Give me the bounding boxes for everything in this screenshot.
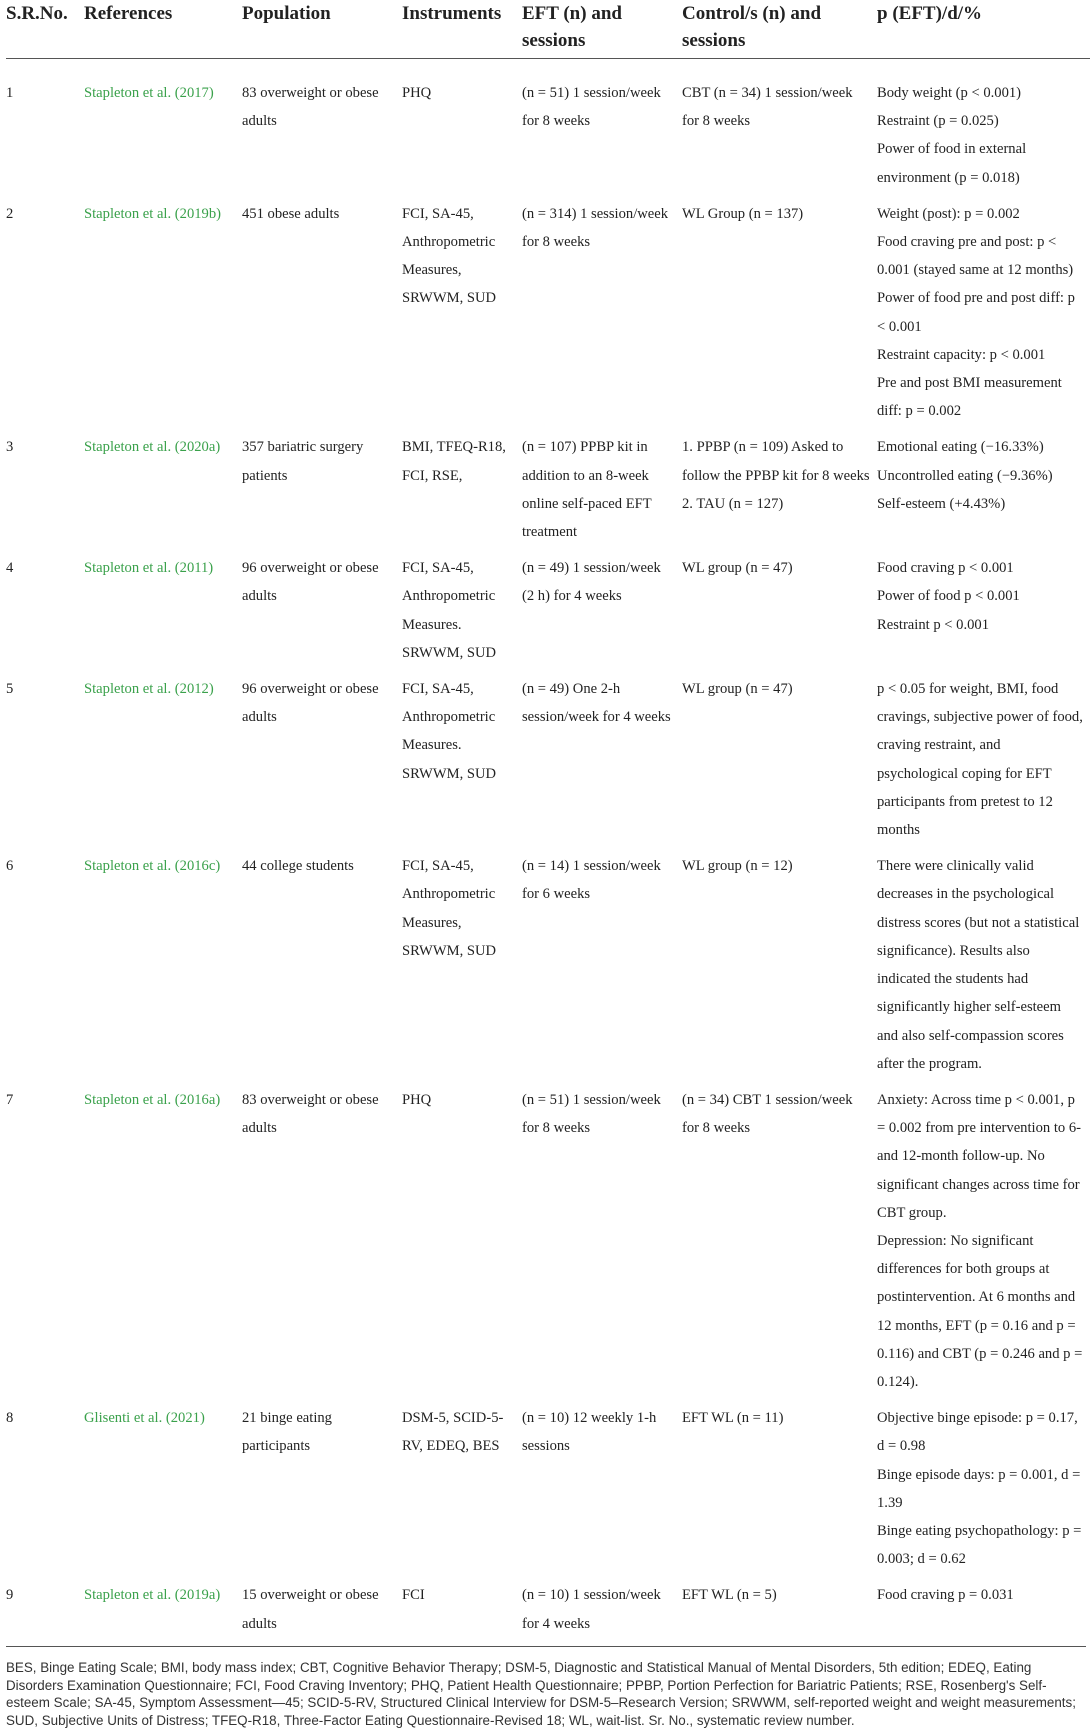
reference-year-link[interactable]: (2011) xyxy=(174,560,214,577)
table-row xyxy=(6,192,1090,426)
control-cell: EFT WL (n = 11) xyxy=(682,1410,784,1427)
result-line: Food craving p = 0.031 xyxy=(877,1587,1014,1604)
population-cell: 15 overweight or obese adults xyxy=(242,1587,379,1632)
reference-year-link[interactable]: (2016a) xyxy=(174,1091,221,1108)
instruments-cell: FCI, SA-45, Anthropometric Measures, SRWWM, SUD xyxy=(402,205,497,307)
header-srno: S.R.No. xyxy=(6,3,68,24)
population-cell: 21 binge eating participants xyxy=(242,1410,332,1455)
reference-cell xyxy=(84,1396,242,1573)
reference-link[interactable]: Stapleton et al. xyxy=(84,439,172,456)
reference-link[interactable]: Stapleton et al. xyxy=(84,1091,172,1108)
reference-link[interactable]: Stapleton et al. xyxy=(84,560,172,577)
table-row xyxy=(6,1078,1090,1396)
table-row xyxy=(6,546,1090,667)
control-cell: 1. PPBP (n = 109) Asked to follow the PPBP kit for 8 weeks 2. TAU (n = 127) xyxy=(682,439,870,512)
reference-cell xyxy=(84,425,242,546)
row-number: 2 xyxy=(6,205,14,222)
result-line: Binge eating psychopathology: p = 0.003; d = 0.62 xyxy=(877,1522,1082,1568)
results-cell xyxy=(877,546,1090,667)
header-outcome: p (EFT)/d/% xyxy=(877,3,983,24)
header-population: Population xyxy=(242,3,331,24)
eft-cell: (n = 107) PPBP kit in addition to an 8-week online self-paced EFT treatment xyxy=(522,439,652,541)
population-cell: 96 overweight or obese adults xyxy=(242,560,379,605)
result-line: Uncontrolled eating (−9.36%) xyxy=(877,467,1053,484)
reference-link[interactable]: Stapleton et al. xyxy=(84,1587,172,1604)
results-cell xyxy=(877,1573,1090,1639)
eft-cell: (n = 314) 1 session/week for 8 weeks xyxy=(522,205,669,251)
results-cell xyxy=(877,425,1090,546)
reference-link[interactable]: Stapleton et al. xyxy=(84,205,172,222)
instruments-cell: PHQ xyxy=(402,85,432,101)
population-cell: 83 overweight or obese adults xyxy=(242,85,379,130)
reference-link[interactable]: Stapleton et al. xyxy=(84,681,172,698)
header-instruments: Instruments xyxy=(402,3,502,24)
result-line: p < 0.05 for weight, BMI, food cravings, subjective power of food, craving restraint, and psychological coping for EFT participants from pretest to 12 months xyxy=(877,681,1083,839)
instruments-cell: FCI, SA-45, Anthropometric Measures, SRWWM, SUD xyxy=(402,858,497,959)
control-cell: (n = 34) CBT 1 session/week for 8 weeks xyxy=(682,1091,853,1137)
control-cell: EFT WL (n = 5) xyxy=(682,1587,777,1604)
reference-year-link[interactable]: (2021) xyxy=(165,1410,205,1427)
control-cell: WL group (n = 47) xyxy=(682,681,793,698)
reference-year-link[interactable]: (2019b) xyxy=(174,205,222,222)
result-line: Body weight (p < 0.001) xyxy=(877,85,1022,101)
eft-cell: (n = 14) 1 session/week for 6 weeks xyxy=(522,858,661,903)
row-number: 8 xyxy=(6,1410,14,1427)
reference-year-link[interactable]: (2016c) xyxy=(174,858,221,875)
reference-year-link[interactable]: (2020a) xyxy=(174,439,221,456)
header-eft: EFT (n) and sessions xyxy=(522,3,622,51)
eft-cell: (n = 49) One 2-h session/week for 4 weeks xyxy=(522,681,671,726)
table-row xyxy=(6,1396,1090,1573)
result-line: Weight (post): p = 0.002 xyxy=(877,205,1020,222)
result-line: Self-esteem (+4.43%) xyxy=(877,495,1006,512)
reference-cell xyxy=(84,667,242,844)
header-references: References xyxy=(84,3,173,24)
result-line: Power of food p < 0.001 xyxy=(877,588,1020,605)
eft-cell: (n = 51) 1 session/week for 8 weeks xyxy=(522,1091,661,1137)
table-row xyxy=(6,425,1090,546)
results-cell xyxy=(877,1396,1090,1573)
studies-table xyxy=(6,0,1090,1640)
population-cell: 44 college students xyxy=(242,858,354,875)
result-line: Anxiety: Across time p < 0.001, p = 0.002 from pre intervention to 6- and 12-month follow-up. No significant changes across time for CBT group. xyxy=(877,1091,1081,1221)
result-line: Power of food in external environment (p = 0.018) xyxy=(877,141,1027,186)
table-header xyxy=(6,0,1090,59)
results-cell xyxy=(877,1078,1090,1396)
reference-cell xyxy=(84,1078,242,1396)
results-cell xyxy=(877,667,1090,844)
result-line: There were clinically valid decreases in the psychological distress scores (but not a statistical significance). Results also indicated the students had significantly higher self-esteem and also self-compassion scores after the program. xyxy=(877,858,1080,1072)
table-body xyxy=(6,59,1090,1640)
population-cell: 357 bariatric surgery patients xyxy=(242,439,364,484)
result-line: Binge episode days: p = 0.001, d = 1.39 xyxy=(877,1466,1081,1511)
row-number: 6 xyxy=(6,858,14,875)
eft-cell: (n = 51) 1 session/week for 8 weeks xyxy=(522,85,661,130)
row-number: 3 xyxy=(6,439,14,456)
result-line: Food craving pre and post: p < 0.001 (stayed same at 12 months) xyxy=(877,234,1074,279)
result-line: Restraint p < 0.001 xyxy=(877,616,989,633)
header-control: Control/s (n) and sessions xyxy=(682,3,822,51)
table-row xyxy=(6,667,1090,844)
result-line: Objective binge episode: p = 0.17, d = 0.98 xyxy=(877,1410,1078,1455)
reference-cell xyxy=(84,192,242,426)
population-cell: 451 obese adults xyxy=(242,205,340,222)
control-cell: WL group (n = 12) xyxy=(682,858,793,875)
reference-year-link[interactable]: (2019a) xyxy=(174,1587,221,1604)
result-line: Food craving p < 0.001 xyxy=(877,560,1014,577)
reference-link[interactable]: Stapleton et al. xyxy=(84,85,172,101)
reference-cell xyxy=(84,59,242,192)
instruments-cell: BMI, TFEQ-R18, FCI, RSE, xyxy=(402,439,506,484)
results-cell xyxy=(877,844,1090,1078)
table-row xyxy=(6,59,1090,192)
instruments-cell: PHQ xyxy=(402,1091,432,1108)
control-cell: WL Group (n = 137) xyxy=(682,205,804,222)
eft-cell: (n = 49) 1 session/week (2 h) for 4 weeks xyxy=(522,560,661,605)
population-cell: 83 overweight or obese adults xyxy=(242,1091,379,1137)
eft-cell: (n = 10) 1 session/week for 4 weeks xyxy=(522,1587,661,1632)
population-cell: 96 overweight or obese adults xyxy=(242,681,379,726)
control-cell: WL group (n = 47) xyxy=(682,560,793,577)
eft-cell: (n = 10) 12 weekly 1-h sessions xyxy=(522,1410,657,1455)
result-line: Emotional eating (−16.33%) xyxy=(877,439,1044,456)
row-number: 4 xyxy=(6,560,14,577)
result-line: Restraint capacity: p < 0.001 xyxy=(877,346,1046,363)
result-line: Power of food pre and post diff: p < 0.001 xyxy=(877,290,1075,335)
reference-cell xyxy=(84,844,242,1078)
row-number: 7 xyxy=(6,1091,14,1108)
table-row xyxy=(6,1573,1090,1639)
table-row xyxy=(6,844,1090,1078)
table-footnote: BES, Binge Eating Scale; BMI, body mass index; CBT, Cognitive Behavior Therapy; DSM-5, Diagnostic and Statistical Manual of Mental Disorders, 5th edition; EDEQ, Eating Disorders Examination Questionnaire; FCI, Food Craving Inventory; PHQ, Patient Health Questionnaire; PPBP, Portion Perfection for Bariatric Patients; RSE, Rosenberg's Self-esteem Scale; SA-45, Symptom Assessment—45; SCID-5-RV, Structured Clinical Interview for DSM-5–Research Version; SRWWM, self-reported weight and weight measurements; SUD, Subjective Units of Distress; TFEQ-R18, Three-Factor Eating Questionnaire-Revised 18; WL, wait-list. Sr. No., systematic review number. xyxy=(6,1646,1086,1730)
reference-year-link[interactable]: (2012) xyxy=(174,681,214,698)
row-number: 5 xyxy=(6,681,14,698)
reference-cell xyxy=(84,1573,242,1639)
row-number: 9 xyxy=(6,1587,14,1604)
instruments-cell: DSM-5, SCID-5-RV, EDEQ, BES xyxy=(402,1410,504,1455)
result-line: Pre and post BMI measurement diff: p = 0.002 xyxy=(877,375,1062,420)
result-line: Restraint (p = 0.025) xyxy=(877,113,999,130)
results-cell xyxy=(877,192,1090,426)
reference-cell xyxy=(84,546,242,667)
instruments-cell: FCI, SA-45, Anthropometric Measures. SRWWM, SUD xyxy=(402,560,497,661)
instruments-cell: FCI xyxy=(402,1587,425,1604)
control-cell: CBT (n = 34) 1 session/week for 8 weeks xyxy=(682,85,853,130)
reference-link[interactable]: Glisenti et al. xyxy=(84,1410,163,1427)
results-cell xyxy=(877,59,1090,192)
reference-year-link[interactable]: (2017) xyxy=(174,85,214,101)
result-line: Depression: No significant differences for both groups at postintervention. At 6 months and 12 months, EFT (p = 0.16 and p = 0.116) and CBT (p = 0.246 and p = 0.124). xyxy=(877,1232,1083,1390)
instruments-cell: FCI, SA-45, Anthropometric Measures. SRWWM, SUD xyxy=(402,681,497,782)
reference-link[interactable]: Stapleton et al. xyxy=(84,858,172,875)
row-number: 1 xyxy=(6,85,14,101)
